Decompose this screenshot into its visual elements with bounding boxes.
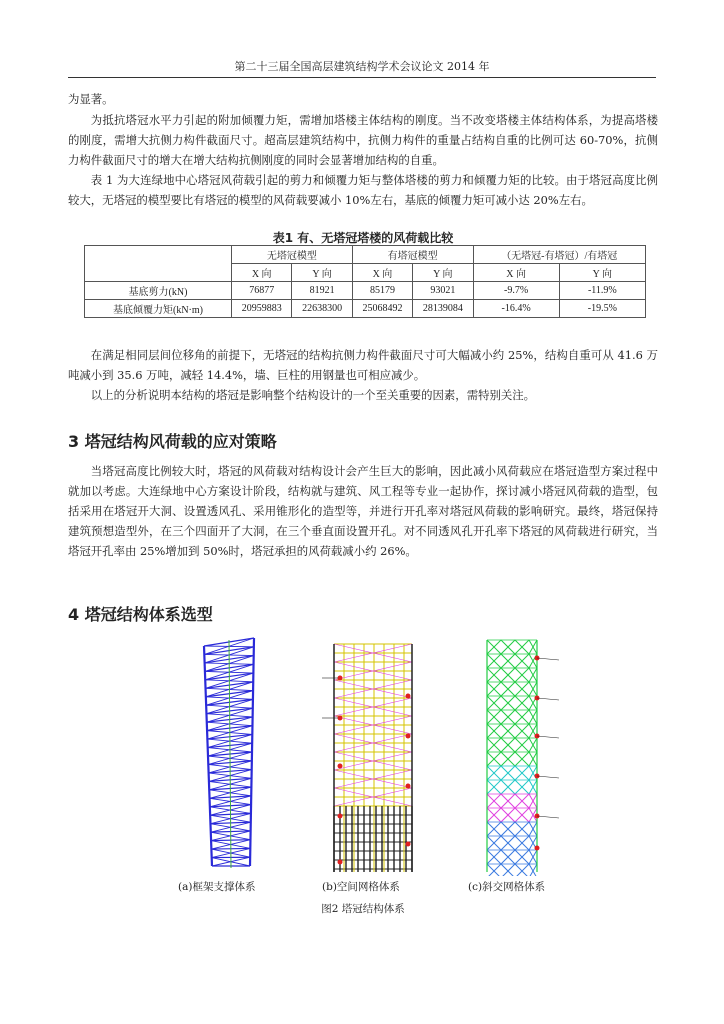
table-cell: 85179 bbox=[352, 282, 412, 300]
figure-caption-b: (b)空间网格体系 bbox=[322, 881, 400, 893]
node-marker bbox=[338, 814, 343, 819]
node-marker bbox=[535, 846, 540, 851]
table-caption: 表1 有、无塔冠塔楼的风荷载比较 bbox=[272, 231, 454, 245]
node-marker bbox=[338, 860, 343, 865]
table-subheader: Y 向 bbox=[559, 264, 645, 282]
table-cell: -19.5% bbox=[559, 300, 645, 318]
table-row bbox=[85, 282, 646, 300]
row-label: 基底倾覆力矩(kN·m) bbox=[85, 300, 232, 318]
table-group-header: （无塔冠-有塔冠）/有塔冠 bbox=[473, 246, 646, 264]
paragraph-4: 在满足相同层间位移角的前提下，无塔冠的结构抗侧力构件截面尺寸可大幅减小约 25%，结构自重可从 41.6 万吨减小到 35.6 万吨，减轻 14.4%，墙、巨柱的用钢量也可相应减少。 bbox=[68, 348, 658, 382]
table-corner-cell bbox=[85, 246, 232, 282]
node-marker bbox=[406, 734, 411, 739]
table-cell: 20959883 bbox=[232, 300, 292, 318]
frame-brace-system-figure bbox=[182, 636, 292, 876]
table-cell: 25068492 bbox=[352, 300, 412, 318]
paragraph-2: 为抵抗塔冠水平力引起的附加倾覆力矩，需增加塔楼主体结构的刚度。当不改变塔楼主体结构体系，为提高塔楼的刚度，需增大抗侧力构件截面尺寸。超高层建筑结构中，抗侧力构件的重量占结构自重的比例可达 60-70%，抗侧力构件截面尺寸的增大在增大结构抗侧刚度的同时会显著增加结构的自重。 bbox=[68, 113, 658, 167]
table-subheader: Y 向 bbox=[413, 264, 473, 282]
leader-line bbox=[537, 658, 559, 660]
table-subheader: X 向 bbox=[232, 264, 292, 282]
node-marker bbox=[338, 716, 343, 721]
leader-line bbox=[537, 776, 559, 778]
node-marker bbox=[406, 842, 411, 847]
figure-caption-a: (a)框架支撑体系 bbox=[178, 881, 256, 893]
running-header: 第二十三届全国高层建筑结构学术会议论文 2014 年 bbox=[68, 58, 656, 78]
figure-title: 图2 塔冠结构体系 bbox=[321, 903, 405, 915]
section-4-heading: 4 塔冠结构体系选型 bbox=[68, 605, 213, 624]
space-grid-system-figure bbox=[320, 636, 430, 876]
table-cell: -11.9% bbox=[559, 282, 645, 300]
node-marker bbox=[338, 764, 343, 769]
wind-load-table bbox=[84, 245, 646, 318]
table-group-header: 有塔冠模型 bbox=[352, 246, 473, 264]
section-3-heading: 3 塔冠结构风荷载的应对策略 bbox=[68, 432, 277, 451]
table-subheader: Y 向 bbox=[292, 264, 352, 282]
diagrid-system-figure bbox=[475, 636, 565, 876]
paragraph-3: 表 1 为大连绿地中心塔冠风荷载引起的剪力和倾覆力矩与整体塔楼的剪力和倾覆力矩的比较。由于塔冠高度比例较大，无塔冠的模型要比有塔冠的模型的风荷载要减小 10%左右，基底的倾覆力矩可减小达 20%左右。 bbox=[68, 173, 658, 207]
table-row bbox=[85, 300, 646, 318]
table-cell: 22638300 bbox=[292, 300, 352, 318]
leader-line bbox=[537, 698, 559, 700]
table-header-row bbox=[85, 246, 646, 264]
table-subheader: X 向 bbox=[352, 264, 412, 282]
table-cell: 76877 bbox=[232, 282, 292, 300]
paragraph-6: 当塔冠高度比例较大时，塔冠的风荷载对结构设计会产生巨大的影响，因此减小风荷载应在塔冠造型方案过程中就加以考虑。大连绿地中心方案设计阶段，结构就与建筑、风工程等专业一起协作，探讨减小塔冠风荷载的造型，包括采用在塔冠开大洞、设置透风孔、采用锥形化的造型等，并进行开孔率对塔冠风荷载的影响研究。最终，塔冠保持建筑预想造型外，在三个四面开了大洞，在三个垂直面设置开孔。对不同透风孔开孔率下塔冠的风荷载进行研究，当塔冠开孔率由 25%增加到 50%时，塔冠承担的风荷载减小约 26%。 bbox=[68, 464, 658, 558]
leader-line bbox=[537, 816, 559, 818]
table-cell: 81921 bbox=[292, 282, 352, 300]
paragraph-1: 为显著。 bbox=[68, 92, 114, 106]
figure-caption-c: (c)斜交网格体系 bbox=[468, 881, 546, 893]
row-label: 基底剪力(kN) bbox=[85, 282, 232, 300]
table-subheader: X 向 bbox=[473, 264, 559, 282]
table-cell: 93021 bbox=[413, 282, 473, 300]
paragraph-5: 以上的分析说明本结构的塔冠是影响整个结构设计的一个至关重要的因素，需特别关注。 bbox=[90, 388, 536, 402]
table-cell: 28139084 bbox=[413, 300, 473, 318]
node-marker bbox=[406, 694, 411, 699]
table-group-header: 无塔冠模型 bbox=[232, 246, 353, 264]
node-marker bbox=[338, 676, 343, 681]
table-cell: -16.4% bbox=[473, 300, 559, 318]
node-marker bbox=[406, 784, 411, 789]
table-cell: -9.7% bbox=[473, 282, 559, 300]
leader-line bbox=[537, 736, 559, 738]
